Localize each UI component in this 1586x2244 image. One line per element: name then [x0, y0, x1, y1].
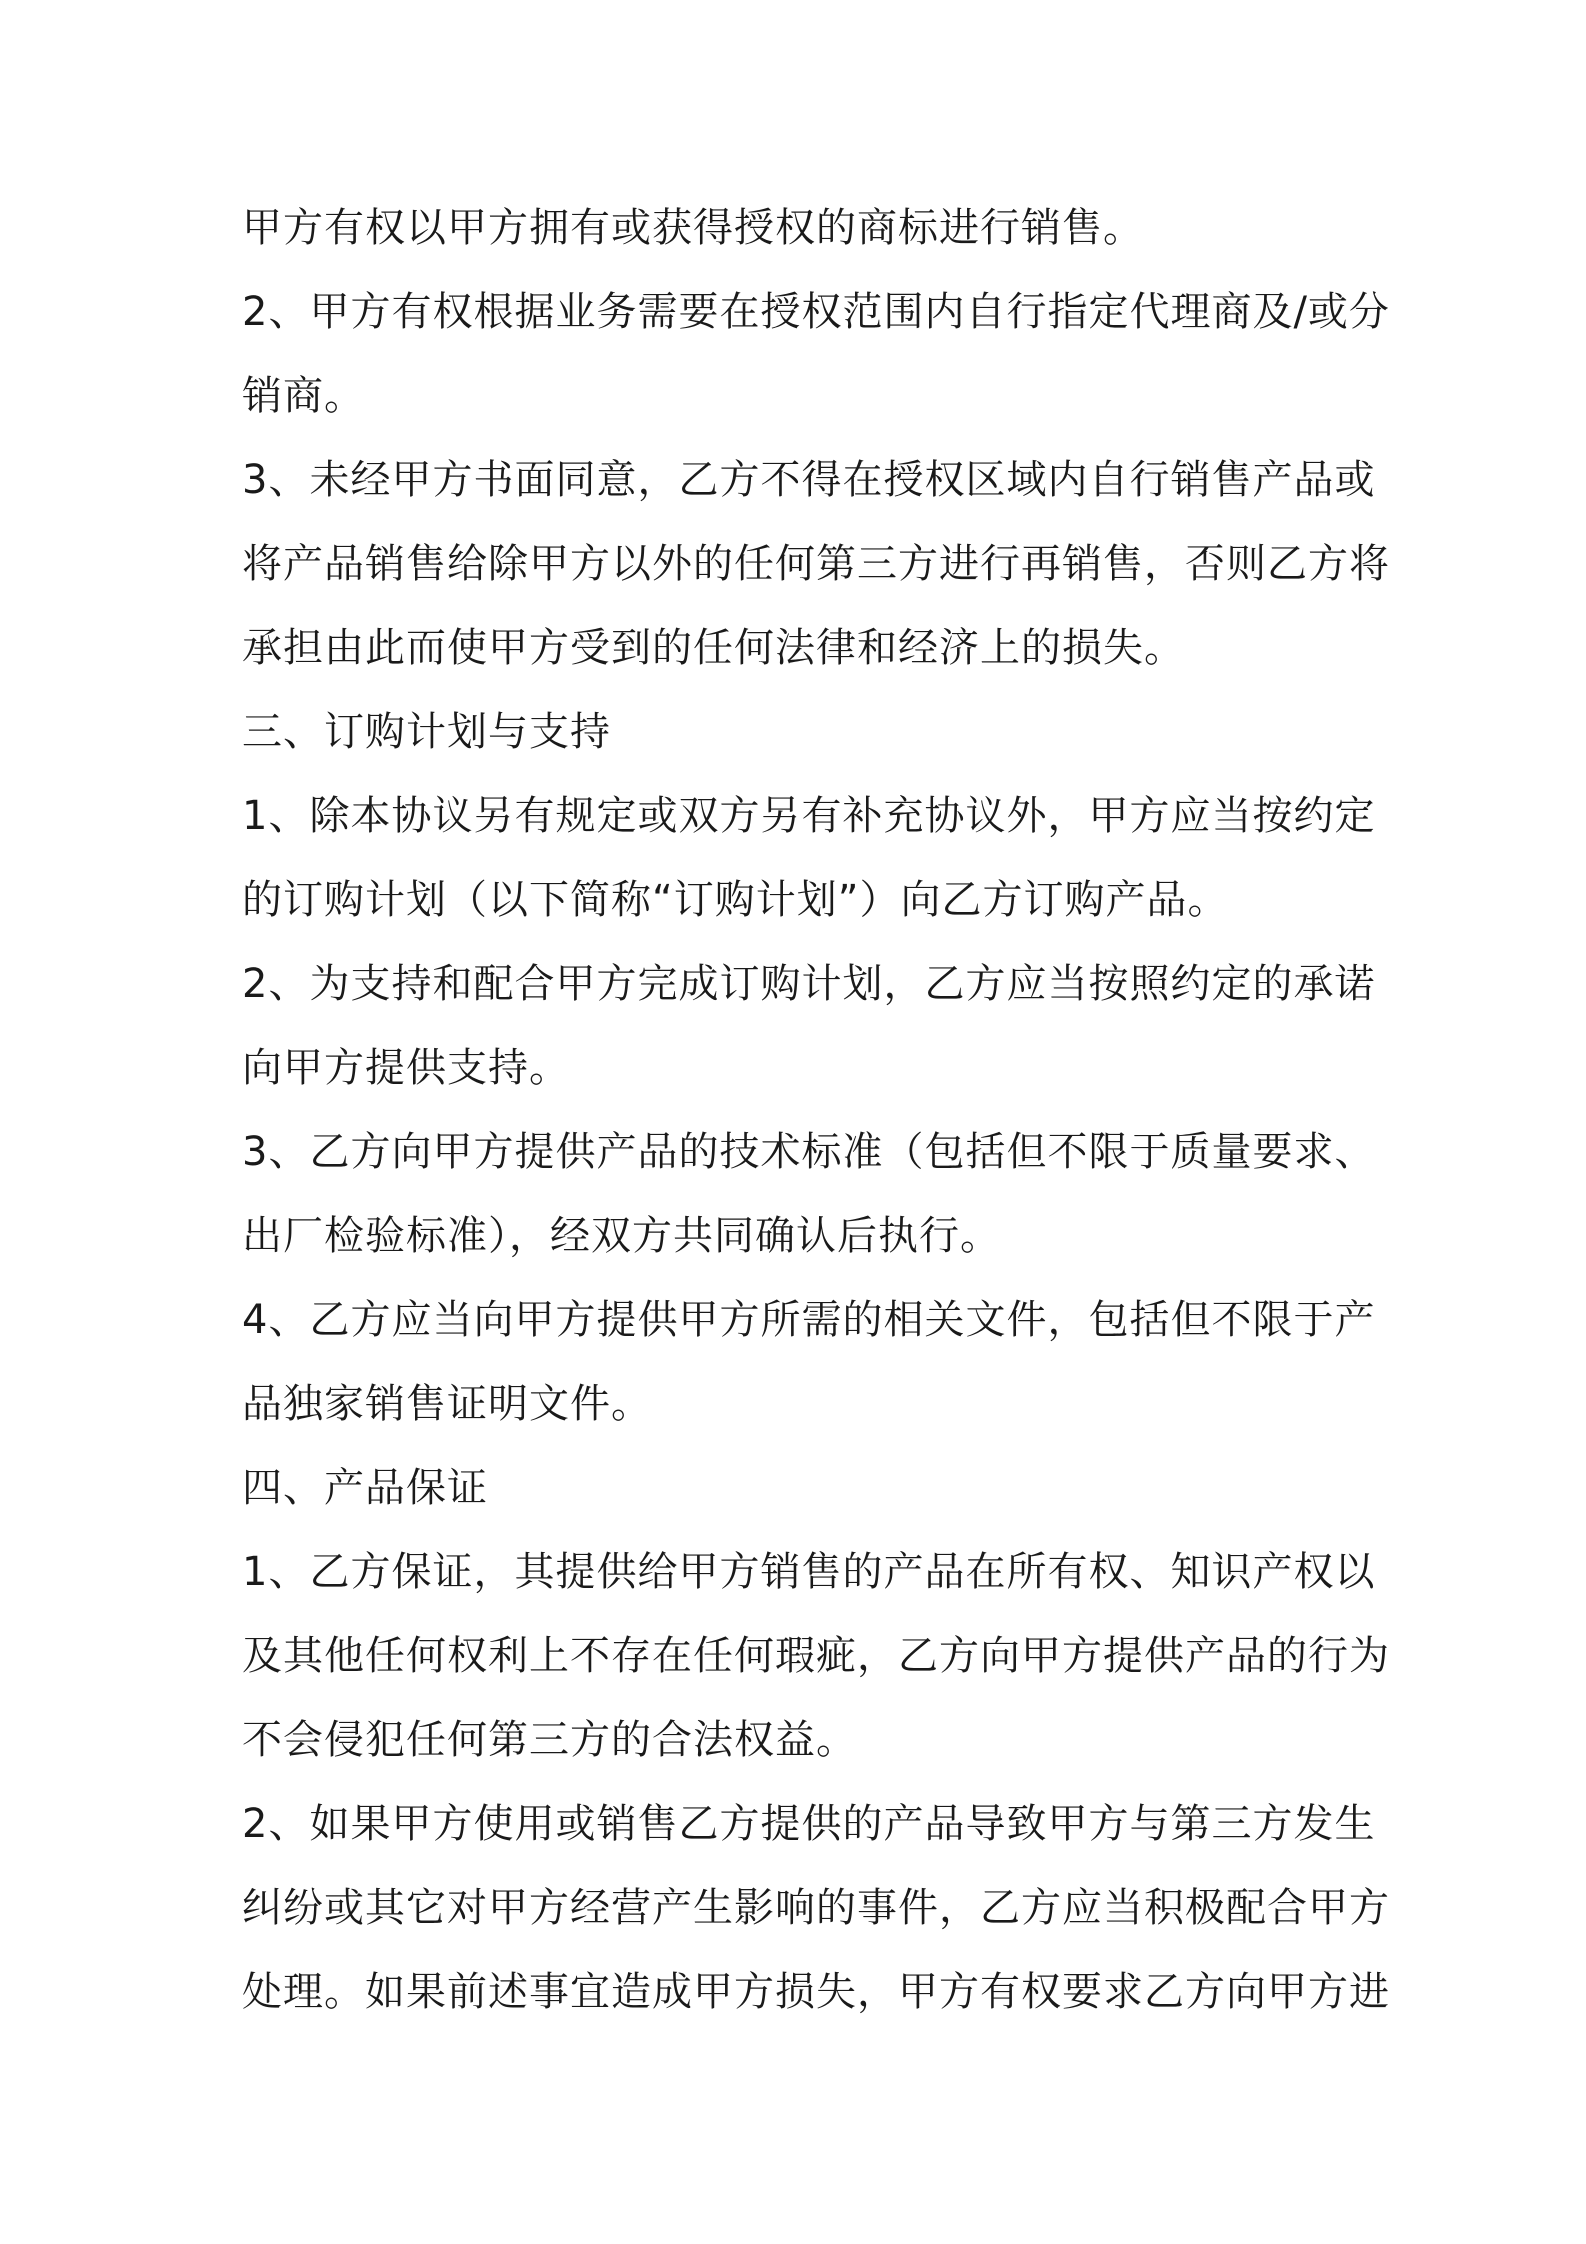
paragraph-line: 及其他任何权利上不存在任何瑕疵，乙方向甲方提供产品的行为: [242, 1633, 1390, 1679]
paragraph-line: 出厂检验标准），经双方共同确认后执行。: [242, 1213, 1001, 1259]
paragraph-line: 2、如果甲方使用或销售乙方提供的产品导致甲方与第三方发生: [242, 1801, 1376, 1847]
section-heading: 四、产品保证: [242, 1465, 488, 1511]
section-heading: 三、订购计划与支持: [242, 709, 611, 755]
paragraph-line: 纠纷或其它对甲方经营产生影响的事件，乙方应当积极配合甲方: [242, 1885, 1390, 1931]
paragraph-line: 将产品销售给除甲方以外的任何第三方进行再销售，否则乙方将: [242, 541, 1390, 587]
paragraph-line: 不会侵犯任何第三方的合法权益。: [242, 1717, 857, 1763]
paragraph-line: 2、为支持和配合甲方完成订购计划，乙方应当按照约定的承诺: [242, 961, 1376, 1007]
paragraph-line: 销商。: [242, 373, 365, 419]
paragraph-line: 1、除本协议另有规定或双方另有补充协议外，甲方应当按约定: [242, 793, 1376, 839]
paragraph-line: 甲方有权以甲方拥有或获得授权的商标进行销售。: [242, 205, 1144, 251]
paragraph-line: 向甲方提供支持。: [242, 1045, 570, 1091]
paragraph-line: 1、乙方保证，其提供给甲方销售的产品在所有权、知识产权以: [242, 1549, 1376, 1595]
paragraph-line: 品独家销售证明文件。: [242, 1381, 652, 1427]
paragraph-line: 4、乙方应当向甲方提供甲方所需的相关文件，包括但不限于产: [242, 1297, 1376, 1343]
paragraph-line: 承担由此而使甲方受到的任何法律和经济上的损失。: [242, 625, 1185, 671]
paragraph-line: 3、乙方向甲方提供产品的技术标准（包括但不限于质量要求、: [242, 1129, 1376, 1175]
paragraph-line: 的订购计划（以下简称“订购计划”）向乙方订购产品。: [242, 877, 1229, 923]
paragraph-line: 2、甲方有权根据业务需要在授权范围内自行指定代理商及/或分: [242, 289, 1390, 335]
paragraph-line: 3、未经甲方书面同意，乙方不得在授权区域内自行销售产品或: [242, 457, 1376, 503]
paragraph-line: 处理。如果前述事宜造成甲方损失，甲方有权要求乙方向甲方进: [242, 1969, 1390, 2015]
